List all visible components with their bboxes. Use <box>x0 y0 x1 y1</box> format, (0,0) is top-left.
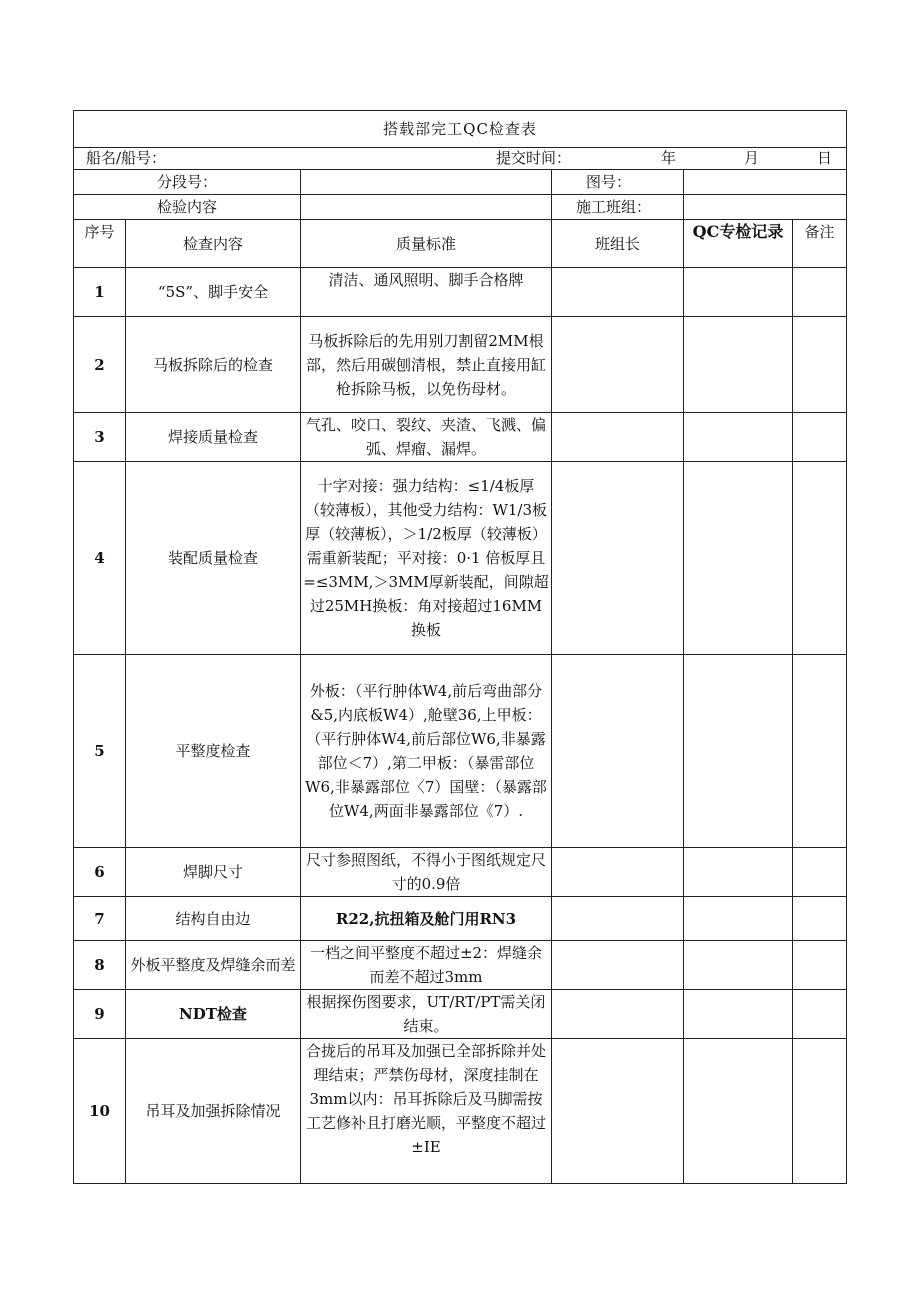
table-row <box>74 848 847 897</box>
row-qc-cell <box>684 655 793 848</box>
row-remark-cell <box>793 462 847 655</box>
row-standard: 气孔、咬口、裂纹、夹渣、飞溅、偏弧、焊瘤、漏焊。 <box>301 413 552 462</box>
row-leader-cell <box>552 897 684 941</box>
row-item: NDT检查 <box>126 990 301 1039</box>
header-qc: QC专检记录 <box>684 220 793 268</box>
row-leader-cell <box>552 462 684 655</box>
qc-inspection-table <box>73 110 847 1184</box>
row-standard: R22,抗扭箱及舱门用RN3 <box>301 897 552 941</box>
header-leader: 班组长 <box>552 220 684 268</box>
row-remark-cell <box>793 848 847 897</box>
segment-value <box>301 170 552 195</box>
row-remark-cell <box>793 655 847 848</box>
row-item: 外板平整度及焊缝余而差 <box>126 941 301 990</box>
row-qc-cell <box>684 413 793 462</box>
row-standard: 尺寸参照图纸，不得小于图纸规定尺寸的0.9倍 <box>301 848 552 897</box>
row-item: “5S”、脚手安全 <box>126 268 301 317</box>
submit-time-label: 提交时间： <box>496 149 572 167</box>
row-leader-cell <box>552 413 684 462</box>
row-number: 10 <box>74 1039 126 1184</box>
row-number: 3 <box>74 413 126 462</box>
row-qc-cell <box>684 268 793 317</box>
table-row <box>74 655 847 848</box>
row-qc-cell <box>684 1039 793 1184</box>
row-item: 平整度检查 <box>126 655 301 848</box>
row-item: 焊接质量检查 <box>126 413 301 462</box>
table-row <box>74 1039 847 1184</box>
header-no: 序号 <box>74 220 126 268</box>
row-item: 马板拆除后的检查 <box>126 317 301 413</box>
ship-info-row <box>74 148 847 170</box>
row-qc-cell <box>684 897 793 941</box>
team-label: 施工班组： <box>552 195 684 220</box>
row-standard: 外板：（平行肿体W4,前后弯曲部分&5,内底板W4）,舱壁36,上甲板：（平行肿体W4,前后部位W6,非暴露部位＜7）,第二甲板：（暴雷部位W6,非暴露部位〈7）国壁：（暴露部位W4,两面非暴露部位《7）. <box>301 655 552 848</box>
row-number: 6 <box>74 848 126 897</box>
row-qc-cell <box>684 317 793 413</box>
row-standard: 清洁、通风照明、脚手合格牌 <box>301 268 552 317</box>
row-remark-cell <box>793 1039 847 1184</box>
table-row <box>74 268 847 317</box>
row-standard: 马板拆除后的先用别刀割留2MM根部，然后用碳刨清根，禁止直接用缸枪拆除马板，以免伤母材。 <box>301 317 552 413</box>
row-remark-cell <box>793 990 847 1039</box>
header-standard: 质量标准 <box>301 220 552 268</box>
ship-name-label: 船名/船号： <box>86 149 167 167</box>
row-number: 9 <box>74 990 126 1039</box>
table-row <box>74 317 847 413</box>
row-qc-cell <box>684 848 793 897</box>
row-standard: 一档之间平整度不超过±2：焊缝余而差不超过3mm <box>301 941 552 990</box>
row-remark-cell <box>793 317 847 413</box>
table-row <box>74 897 847 941</box>
row-item: 装配质量检查 <box>126 462 301 655</box>
row-remark-cell <box>793 413 847 462</box>
row-number: 4 <box>74 462 126 655</box>
row-qc-cell <box>684 990 793 1039</box>
row-item: 吊耳及加强拆除情况 <box>126 1039 301 1184</box>
row-leader-cell <box>552 1039 684 1184</box>
row-number: 7 <box>74 897 126 941</box>
row-number: 8 <box>74 941 126 990</box>
row-number: 5 <box>74 655 126 848</box>
header-remark: 备注 <box>793 220 847 268</box>
drawing-label: 图号： <box>552 170 684 195</box>
table-row <box>74 941 847 990</box>
row-leader-cell <box>552 655 684 848</box>
day-label: 日 <box>817 149 833 167</box>
table-row <box>74 990 847 1039</box>
row-leader-cell <box>552 990 684 1039</box>
header-content: 检查内容 <box>126 220 301 268</box>
row-remark-cell <box>793 268 847 317</box>
inspection-label: 检验内容 <box>74 195 301 220</box>
drawing-value <box>684 170 847 195</box>
row-remark-cell <box>793 897 847 941</box>
page-title: 搭载部完工QC检查表 <box>74 111 847 148</box>
table-row <box>74 462 847 655</box>
inspection-value <box>301 195 552 220</box>
row-standard: 根据探伤图要求，UT/RT/PT需关闭结束。 <box>301 990 552 1039</box>
row-number: 2 <box>74 317 126 413</box>
row-leader-cell <box>552 848 684 897</box>
segment-label: 分段号： <box>74 170 301 195</box>
table-row <box>74 413 847 462</box>
row-leader-cell <box>552 268 684 317</box>
row-leader-cell <box>552 317 684 413</box>
year-label: 年 <box>661 149 677 167</box>
row-leader-cell <box>552 941 684 990</box>
row-remark-cell <box>793 941 847 990</box>
row-qc-cell <box>684 941 793 990</box>
row-qc-cell <box>684 462 793 655</box>
month-label: 月 <box>744 149 760 167</box>
row-item: 结构自由边 <box>126 897 301 941</box>
row-number: 1 <box>74 268 126 317</box>
team-value <box>684 195 847 220</box>
row-item: 焊脚尺寸 <box>126 848 301 897</box>
row-standard: 十字对接：强力结构：≤1/4板厚（较薄板），其他受力结构：W1/3板厚（较薄板），＞1/2板厚（较薄板）需重新装配；平对接：0·1 倍板厚且=≤3MM,＞3MM厚新装配，间隙超过25MH换板：角对接超过16MM换板 <box>301 462 552 655</box>
row-standard: 合拢后的吊耳及加强已全部拆除并处理结束；严禁伤母材，深度挂制在3mm以内：吊耳拆除后及马脚需按工艺修补且打磨光顺，平整度不超过±IE <box>301 1039 552 1184</box>
